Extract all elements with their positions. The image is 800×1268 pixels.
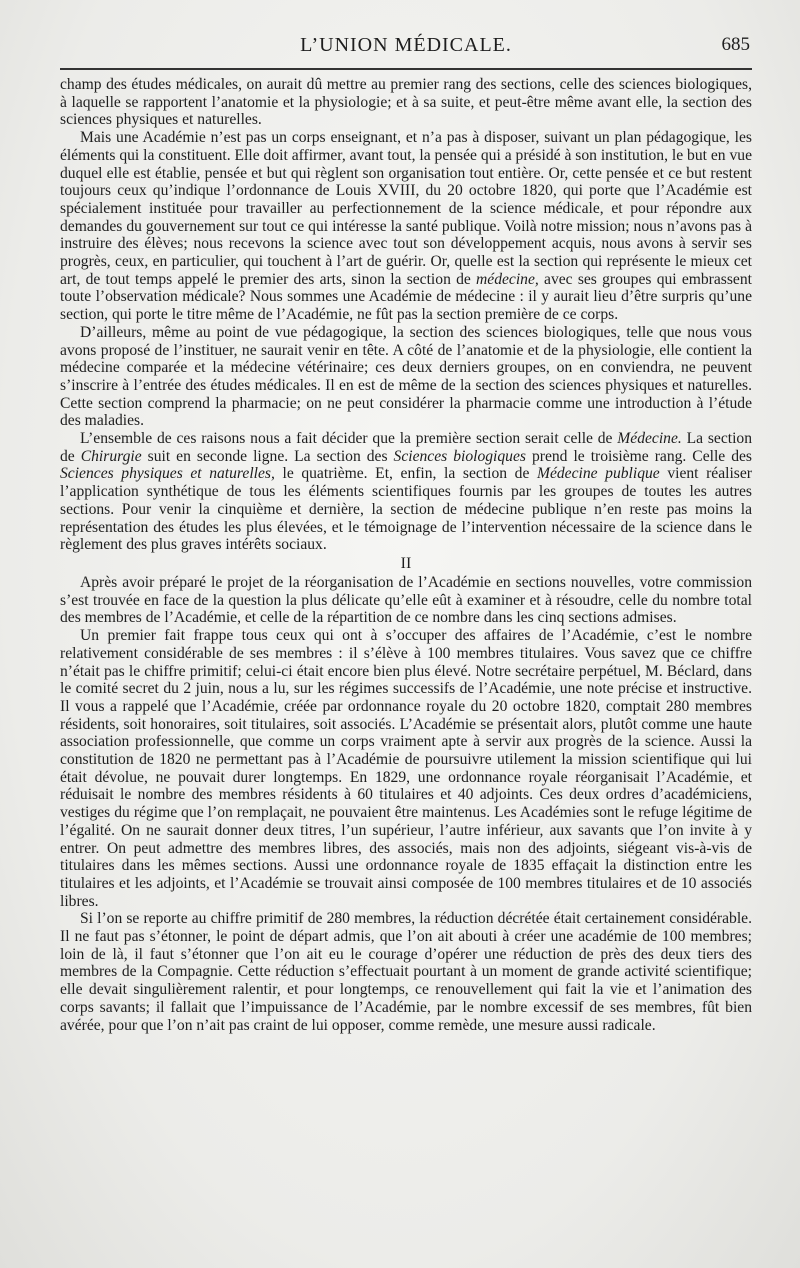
paragraph <box>60 129 752 324</box>
text-run: suit en seconde ligne. La section des <box>141 447 394 465</box>
paragraph <box>60 627 752 910</box>
text-run: prend le troisième rang. Celle des <box>525 447 752 465</box>
text-run: champ des études médicales, on aurait dû mettre au premier rang des sections, celle des sciences biologiques, à laquelle se rapportent l’anatomie et la physiologie; et à sa suite, et peut-être même avant elle, la section des sciences physiques et naturelles. <box>60 76 752 129</box>
text-run: le quatrième. Et, enfin, la section de <box>274 465 537 483</box>
text-run: vient réaliser l’application synthétique de tous les éléments scientifiques fournis par les groupes de toutes les autres sections. Pour venir la cinquième et dernière, la section de médecine publique n’en reste pas moins la représentation des études les plus élevées, et le témoignage de l’intervention nécessaire de la science dans le règlement des plus graves intérêts sociaux. <box>60 465 752 554</box>
part-two <box>60 574 752 1034</box>
page-header <box>60 0 752 70</box>
paragraph <box>60 910 752 1034</box>
body-text <box>60 70 752 1034</box>
italic-run: Médecine. <box>617 430 682 448</box>
italic-run: Sciences physiques et naturelles, <box>60 465 275 483</box>
text-run: La section de <box>60 430 752 465</box>
paragraph <box>60 430 752 554</box>
paragraph <box>60 574 752 627</box>
text-run: Après avoir préparé le projet de la réorganisation de l’Académie en sections nouvelles, votre commission s’est trouvée en face de la question la plus délicate qu’elle eût à examiner et à résoudre, celle du nombre total des membres de l’Académie, et celle de la répartition de ce nombre dans les cinq sections admises. <box>60 573 752 627</box>
part-one <box>60 76 752 554</box>
text-run: Si l’on se reporte au chiffre primitif de 280 membres, la réduction décrétée était certainement considérable. Il ne faut pas s’étonner, le point de départ admis, que l’on ait abouti à créer une académie de 100 membres; loin de là, il faut s’étonner que l’on ait eu le courage d’opérer une réduction de près des deux tiers des membres de la Compagnie. Cette réduction s’effectuait pourtant à un moment de grande activité scientifique; elle devait singulièrement ralentir, et pour longtemps, ce renouvellement qui fait la vie et l’animation des corps savants; il fallait que l’impuissance de l’Académie, par le nombre excessif de ses membres, fût bien avérée, pour que l’on n’ait pas craint de lui opposer, comme remède, une mesure aussi radicale. <box>60 910 752 1034</box>
text-run: L’ensemble de ces raisons nous a fait décider que la première section serait celle de <box>80 430 618 448</box>
running-title: L’UNION MÉDICALE. <box>300 34 512 56</box>
italic-run: Chirurgie <box>80 447 142 465</box>
italic-run: Médecine publique <box>536 465 660 483</box>
page-number: 685 <box>721 34 750 55</box>
italic-run: Sciences biologiques <box>393 447 526 465</box>
section-numeral: II <box>400 554 412 572</box>
paragraph <box>60 324 752 430</box>
text-run: avec ses groupes qui embrassent toute l’observation médicale? Nous sommes une Académie de médecine : il y aurait lieu d’être surpris qu’une section, qui porte le titre même de l’Académie, ne fût pas la section première de ce corps. <box>60 270 752 324</box>
text-run: Un premier fait frappe tous ceux qui ont à s’occuper des affaires de l’Académie, c’est le nombre relativement considérable de ses membres : il s’élève à 100 membres titulaires. Vous savez que ce chiffre n’était pas le chiffre primitif; celui-ci était encore bien plus élevé. Notre secrétaire perpétuel, M. Béclard, dans le comité secret du 2 juin, nous a lu, sur les régimes successifs de l’Académie, une note précise et instructive. Il vous a rappelé que l’Académie, créée par ordonnance royale du 20 octobre 1820, comptait 280 membres résidents, soit honoraires, soit titulaires, soit associés. L’Académie se présentait alors, plutôt comme une haute association professionnelle, que comme un corps vraiment apte à servir aux progrès de la science. Aussi la constitution de 1820 ne permettant pas à l’Académie de poursuivre utilement la mission scientifique qui lui était dévolue, ne pouvait durer longtemps. En 1829, une ordonnance royale réorganisait l’Académie, et réduisait le nombre des membres résidents à 60 titulaires et 40 adjoints. Ces deux ordres d’académiciens, vestiges du régime que l’on remplaçait, ne pouvaient être maintenus. Les Académies sont le refuge légitime de l’égalité. On ne saurait donner deux titres, l’un supérieur, l’autre inférieur, aux savants que l’on invite à y entrer. On peut admettre des membres libres, des associés, mais non des adjoints, siégeant vis-à-vis de titulaires dans les mêmes sections. Aussi une ordonnance royale de 1835 effaçait la distinction entre les titulaires et les adjoints, et l’Académie se trouvait ainsi composée de 100 membres titulaires et de 10 associés libres. <box>60 627 752 910</box>
paragraph <box>60 76 752 129</box>
italic-run: médecine, <box>476 270 539 288</box>
text-run: Mais une Académie n’est pas un corps enseignant, et n’a pas à disposer, suivant un plan pédagogique, les éléments qui la constituent. Elle doit affirmer, avant tout, la pensée qui a présidé à son institution, le but en vue duquel elle est établie, pensée et but qui règlent son organisation tout entière. Or, cette pensée et ce but restent toujours ceux qu’indique l’ordonnance de Louis XVIII, du 20 octobre 1820, qui porte que l’Académie est spécialement instituée pour travailler au perfectionnement de la science médicale, et pour répondre aux demandes du gouvernement sur tout ce qui intéresse la santé publique. Voilà notre mission; nous n’avons pas à instruire des élèves; nous recevons la science avec tout son développement acquis, nous avons à servir ses progrès, ceux, en particulier, qui touchent à l’art de guérir. Or, quelle est la section qui représente le mieux cet art, de tout temps appelé le premier des arts, sinon la section de <box>60 129 752 288</box>
text-run: D’ailleurs, même au point de vue pédagogique, la section des sciences biologiques, telle que nous vous avons proposé de l’instituer, ne saurait venir en tête. A côté de l’anatomie et de la physiologie, elle contient la médecine comparée et la médecine vétérinaire; ces deux derniers groupes, on en conviendra, ne peuvent s’inscrire à l’entrée des études médicales. Il en est de même de la section des sciences physiques et naturelles. Cette section comprend la pharmacie; on ne peut considérer la pharmacie comme une introduction à l’étude des maladies. <box>60 323 752 430</box>
